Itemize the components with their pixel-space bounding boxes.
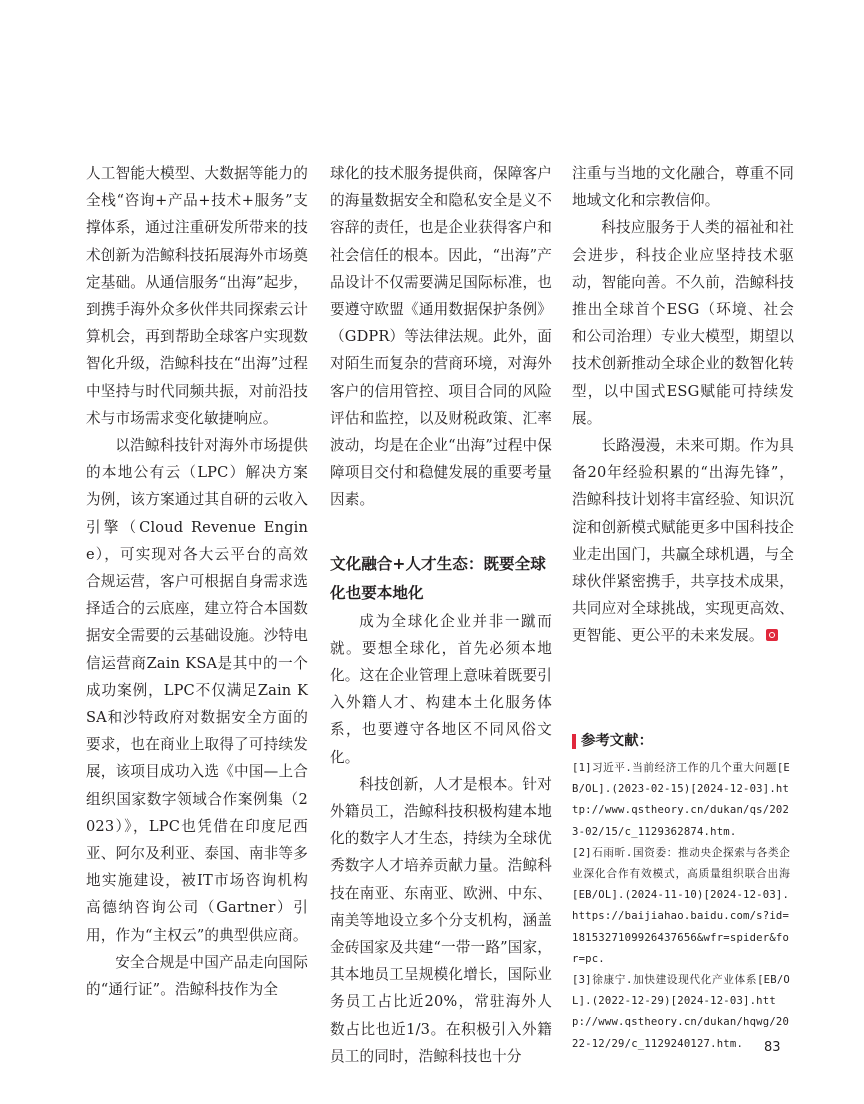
reference-item: [2]石雨昕.国资委：推动央企探索与各类企业深化合作有效模式，高质量组织联合出海[EB/OL].(2024-11-10)[2024-12-03].https://baijiahao.baidu.com/s?id=1815327109926437656&wfr=spider&for=pc. bbox=[572, 846, 790, 965]
section-heading: 文化融合+人才生态：既要全球化也要本地化 bbox=[330, 554, 546, 602]
text-column-3 bbox=[572, 160, 794, 650]
text-column-1 bbox=[86, 160, 308, 1003]
paragraph: 科技创新，人才是根本。针对外籍员工，浩鲸科技积极构建本地化的数字人才生态，持续为全球优秀数字人才培养贡献力量。浩鲸科技在南亚、东南亚、欧洲、中东、南美等地设立多个分支机构，涵盖金砖国家及共建“一带一路”国家，其本地员工呈规模化增长，国际业务员工占比近20%，常驻海外人数占比也近1/3。在积极引入外籍员工的同时，浩鲸科技也十分 bbox=[330, 775, 552, 1065]
page-number: 83 bbox=[764, 1040, 781, 1055]
references-title bbox=[572, 730, 790, 752]
references-title-text: 参考文献： bbox=[581, 733, 653, 749]
paragraph: 安全合规是中国产品走向国际的“通行证”。浩鲸科技作为全 bbox=[86, 953, 308, 999]
reference-item: [1]习近平.当前经济工作的几个重大问题[EB/OL].(2023-02-15)[2024-12-03].http://www.qstheory.cn/dukan/qs/2023-02/15/c_1129362874.htm. bbox=[572, 762, 790, 838]
paragraph: 球化的技术服务提供商，保障客户的海量数据安全和隐私安全是义不容辞的责任，也是企业获得客户和社会信任的根本。因此，“出海”产品设计不仅需要满足国际标准，也要遵守欧盟《通用数据保护条例》（GDPR）等法律法规。此外，面对陌生而复杂的营商环境，对海外客户的信用管控、项目合同的风险评估和监控，以及财税政策、汇率波动，均是在企业“出海”过程中保障项目交付和稳健发展的重要考量因素。 bbox=[330, 165, 552, 509]
text-column-2 bbox=[330, 160, 552, 1070]
article-end-icon bbox=[766, 629, 778, 641]
paragraph-text: 长路漫漫，未来可期。作为具备20年经验积累的“出海先锋”，浩鲸科技计划将丰富经验、知识沉淀和创新模式赋能更多中国科技企业走出国门，共赢全球机遇，与全球伙伴紧密携手，共享技术成果，共同应对全球挑战，实现更高效、更智能、更公平的未来发展。 bbox=[572, 437, 794, 645]
paragraph: 注重与当地的文化融合，尊重不同地域文化和宗教信仰。 bbox=[572, 165, 794, 210]
references-section bbox=[572, 730, 790, 1055]
paragraph: 人工智能大模型、大数据等能力的全栈“咨询+产品+技术+服务”支撑体系，通过注重研发所带来的技术创新为浩鲸科技拓展海外市场奠定基础。从通信服务“出海”起步，到携手海外众多伙伴共同探索云计算机会，再到帮助全球客户实现数智化升级，浩鲸科技在“出海”过程中坚持与时代同频共振，对前沿技术与市场需求变化敏捷响应。 bbox=[86, 165, 308, 427]
red-bar-icon bbox=[572, 734, 576, 749]
reference-item: [3]徐康宁.加快建设现代化产业体系[EB/OL].(2022-12-29)[2024-12-03].http://www.qstheory.cn/dukan/hqwg/2022-12/29/c_1129240127.htm. bbox=[572, 974, 790, 1050]
paragraph: 成为全球化企业并非一蹴而就。要想全球化，首先必须本地化。这在企业管理上意味着既要引入外籍人才、构建本土化服务体系，也要遵守各地区不同风俗文化。 bbox=[330, 612, 552, 766]
paragraph-final bbox=[572, 432, 794, 650]
paragraph: 以浩鲸科技针对海外市场提供的本地公有云（LPC）解决方案为例，该方案通过其自研的云收入引擎（Cloud Revenue Engine），可实现对各大云平台的高效合规运营，客户可根据自身需求选择适合的云底座，建立符合本国数据安全需要的云基础设施。沙特电信运营商Zain KSA是其中的一个成功案例，LPC不仅满足Zain KSA和沙特政府对数据安全方面的要求，也在商业上取得了可持续发展，该项目成功入选《中国—上合组织国家数字领域合作案例集（2023）》，LPC也凭借在印度尼西亚、阿尔及利亚、泰国、南非等多地实施建设，被IT市场咨询机构高德纳咨询公司（Gartner）引用，作为“主权云”的典型供应商。 bbox=[86, 437, 308, 944]
paragraph: 科技应服务于人类的福祉和社会进步，科技企业应坚持技术驱动，智能向善。不久前，浩鲸科技推出全球首个ESG（环境、社会和公司治理）专业大模型，期望以技术创新推动全球企业的数智化转型，以中国式ESG赋能可持续发展。 bbox=[572, 219, 794, 427]
